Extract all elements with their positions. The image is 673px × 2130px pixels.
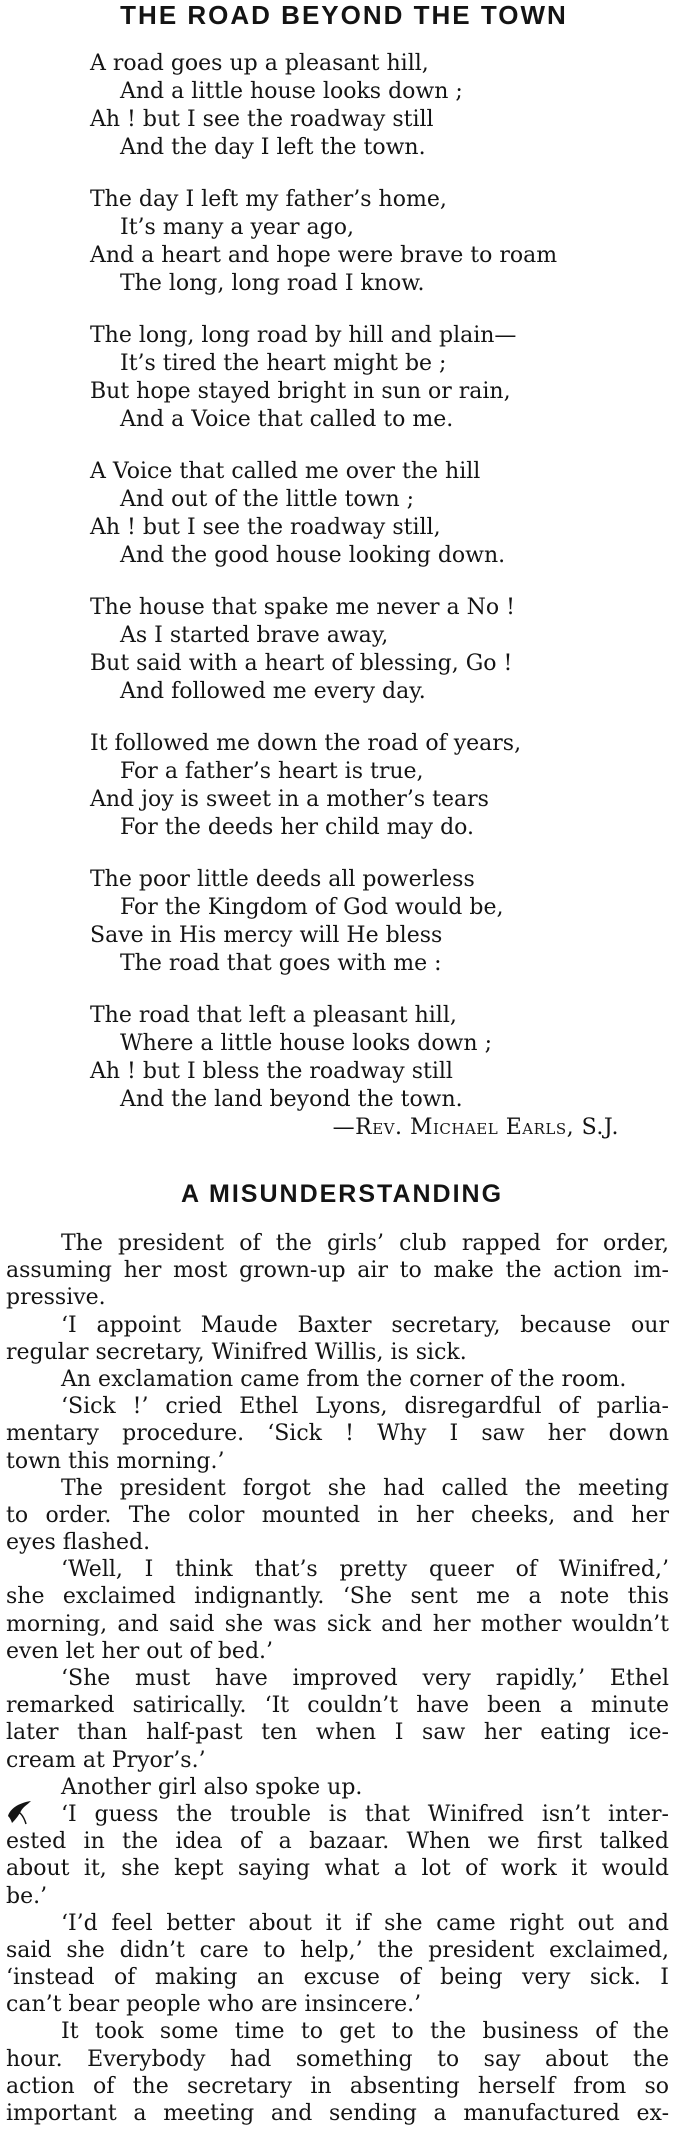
poem-line: Ah ! but I see the roadway still, bbox=[90, 515, 441, 540]
story-paragraph bbox=[6, 1774, 669, 1801]
paragraph-line: she exclaimed indignantly. ‘She sent me a note this bbox=[6, 1584, 669, 1610]
story-paragraph bbox=[6, 1475, 669, 1557]
stanza bbox=[0, 730, 673, 842]
poem-line: And joy is sweet in a mother’s tears bbox=[90, 787, 489, 812]
story-paragraph bbox=[6, 1393, 669, 1475]
paragraph-line: action of the secretary in absenting herself from so bbox=[6, 2073, 669, 2099]
paragraph-line: eyes flashed. bbox=[6, 1530, 151, 1556]
paragraph-line: The president of the girls’ club rapped for order, bbox=[61, 1231, 669, 1256]
story-paragraph bbox=[6, 1556, 669, 1665]
stanza bbox=[0, 866, 673, 978]
poem-line: Ah ! but I bless the roadway still bbox=[90, 1059, 453, 1084]
poem-line: A road goes up a pleasant hill, bbox=[90, 51, 429, 76]
stanza bbox=[0, 1002, 673, 1114]
paragraph-line: assuming her most grown-up air to make the action im- bbox=[6, 1258, 669, 1284]
poem-line: But said with a heart of blessing, Go ! bbox=[90, 651, 513, 676]
poem-line: And the good house looking down. bbox=[120, 543, 506, 568]
paragraph-line: hour. Everybody had something to say about the bbox=[6, 2046, 669, 2072]
poem-line: And out of the little town ; bbox=[120, 487, 415, 512]
poem-line: The road that goes with me : bbox=[120, 951, 442, 976]
paragraph-line: The president forgot she had called the meeting bbox=[61, 1475, 669, 1501]
paragraph-line: cream at Pryor’s.’ bbox=[6, 1747, 206, 1773]
paragraph-line: ‘She must have improved very rapidly,’ Ethel bbox=[61, 1666, 669, 1691]
paragraph-line: It took some time to get to the business of the bbox=[61, 2019, 669, 2045]
ink-smudge bbox=[6, 1797, 36, 1827]
poem-line: The day I left my father’s home, bbox=[90, 187, 447, 212]
poem-line: It’s tired the heart might be ; bbox=[120, 351, 447, 376]
paragraph-line: ‘Sick !’ cried Ethel Lyons, disregardful of parlia- bbox=[61, 1394, 669, 1420]
paragraph-line: pressive. bbox=[6, 1285, 106, 1311]
poem-line: For a father’s heart is true, bbox=[120, 759, 424, 784]
story-paragraph bbox=[6, 1801, 669, 1910]
poem-line: Where a little house looks down ; bbox=[120, 1031, 493, 1056]
paragraph-line: be.’ bbox=[6, 1883, 48, 1909]
paragraph-line: later than half-past ten when I saw her eating ice- bbox=[6, 1720, 669, 1746]
poem-line: The house that spake me never a No ! bbox=[90, 595, 515, 620]
poem-line: The road that left a pleasant hill, bbox=[90, 1003, 457, 1028]
poem-attribution: —Rev. Michael Earls, S.J. bbox=[332, 1115, 619, 1140]
stanza bbox=[0, 50, 673, 162]
stanza bbox=[0, 458, 673, 570]
stanza bbox=[0, 186, 673, 298]
poem-line: It followed me down the road of years, bbox=[90, 731, 522, 756]
poem bbox=[0, 50, 673, 1138]
story-paragraph bbox=[6, 1312, 669, 1366]
poem-line: But hope stayed bright in sun or rain, bbox=[90, 379, 511, 404]
paragraph-line: mentary procedure. ‘Sick ! Why I saw her down bbox=[6, 1421, 669, 1447]
poem-line: And the day I left the town. bbox=[120, 135, 426, 160]
paragraph-line: can’t bear people who are insincere.’ bbox=[6, 1992, 422, 2018]
paragraph-line: An exclamation came from the corner of the room. bbox=[61, 1366, 627, 1392]
poem-line: The long, long road I know. bbox=[120, 271, 425, 296]
paragraph-line: ‘I appoint Maude Baxter secretary, because our bbox=[61, 1312, 669, 1338]
paragraph-line: even let her out of bed.’ bbox=[6, 1638, 274, 1664]
paragraph-line: Another girl also spoke up. bbox=[61, 1774, 363, 1800]
paragraph-line: town this morning.’ bbox=[6, 1448, 225, 1474]
poem-line: Ah ! but I see the roadway still bbox=[90, 107, 434, 132]
poem-line: As I started brave away, bbox=[120, 623, 389, 648]
paragraph-line: ‘I guess the trouble is that Winifred isn’t inter- bbox=[61, 1801, 669, 1827]
story-paragraph bbox=[6, 1366, 669, 1393]
poem-line: And a Voice that called to me. bbox=[120, 407, 454, 432]
poem-line: The long, long road by hill and plain— bbox=[90, 323, 517, 348]
poem-title: THE ROAD BEYOND THE TOWN bbox=[120, 0, 568, 30]
paragraph-line: about it, she kept saying what a lot of work it would bbox=[6, 1856, 669, 1882]
stanza bbox=[0, 594, 673, 706]
paragraph-line: important a meeting and sending a manufactured ex- bbox=[6, 2101, 669, 2126]
story-paragraph bbox=[6, 1910, 669, 2019]
poem-line: And followed me every day. bbox=[120, 679, 426, 704]
poem-line: Save in His mercy will He bless bbox=[90, 923, 443, 948]
poem-line: It’s many a year ago, bbox=[120, 215, 354, 240]
poem-line: For the Kingdom of God would be, bbox=[120, 895, 504, 920]
poem-line: The poor little deeds all powerless bbox=[90, 867, 475, 892]
story-paragraph bbox=[6, 1230, 669, 1312]
poem-line: A Voice that called me over the hill bbox=[90, 459, 481, 484]
paragraph-line: regular secretary, Winifred Willis, is sick. bbox=[6, 1339, 467, 1365]
story-body bbox=[6, 1230, 669, 2127]
paragraph-line: ‘Well, I think that’s pretty queer of Winifred,’ bbox=[61, 1557, 669, 1583]
poem-line: And a little house looks down ; bbox=[120, 79, 463, 104]
paragraph-line: remarked satirically. ‘It couldn’t have been a minute bbox=[6, 1693, 669, 1719]
story-title: A MISUNDERSTANDING bbox=[180, 1180, 504, 1208]
paragraph-line: said she didn’t care to help,’ the president exclaimed, bbox=[6, 1937, 669, 1963]
paragraph-line: to order. The color mounted in her cheeks, and her bbox=[6, 1502, 669, 1528]
paragraph-line: ‘I’d feel better about it if she came right out and bbox=[61, 1910, 669, 1936]
story-paragraph bbox=[6, 2018, 669, 2127]
poem-line: And a heart and hope were brave to roam bbox=[90, 243, 558, 268]
paragraph-line: ‘instead of making an excuse of being very sick. I bbox=[6, 1965, 669, 1991]
paragraph-line: ested in the idea of a bazaar. When we first talked bbox=[6, 1829, 669, 1855]
story-paragraph bbox=[6, 1665, 669, 1774]
poem-line: For the deeds her child may do. bbox=[120, 815, 474, 840]
poem-line: And the land beyond the town. bbox=[120, 1087, 463, 1112]
paragraph-line: morning, and said she was sick and her mother wouldn’t bbox=[6, 1611, 669, 1637]
stanza bbox=[0, 322, 673, 434]
